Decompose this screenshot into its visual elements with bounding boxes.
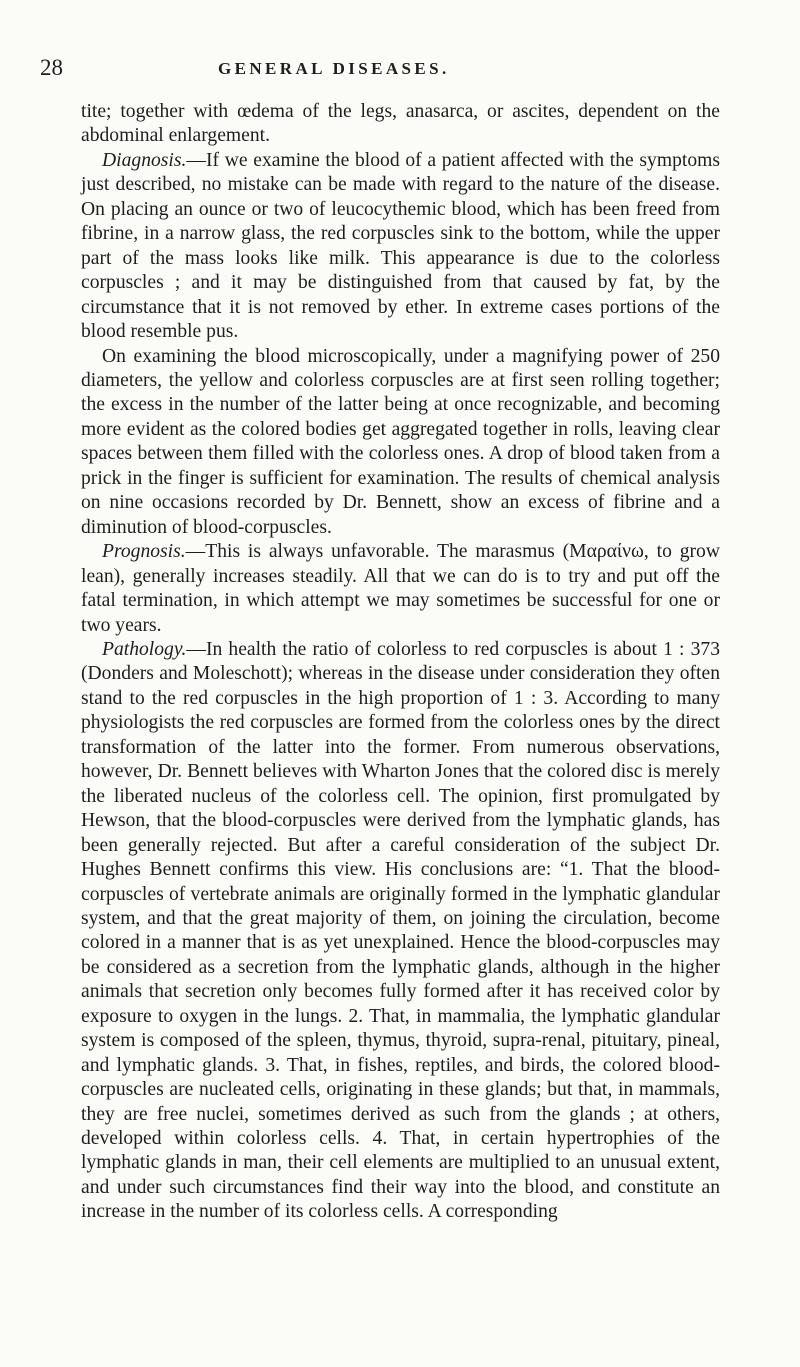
section-heading: Diagnosis. bbox=[102, 149, 187, 171]
paragraph-continuation bbox=[81, 100, 720, 149]
paragraph-text: —This is always unfavorable. The marasmus (Μαραίνω, to grow lean), generally increases steadily. All that we can do is to try and put off the fatal termination, in which attempt we may sometimes be successful for one or two years. bbox=[81, 541, 720, 636]
paragraph-text: tite; together with œdema of the legs, anasarca, or ascites, dependent on the abdominal enlargement. bbox=[81, 101, 720, 147]
section-heading: Pathology. bbox=[102, 638, 187, 660]
running-head: GENERAL DISEASES. bbox=[218, 59, 450, 78]
body-text bbox=[81, 100, 720, 1225]
page-number: 28 bbox=[40, 55, 63, 80]
page-header bbox=[40, 53, 730, 87]
paragraph-microscopy bbox=[81, 345, 720, 541]
paragraph-pathology bbox=[81, 638, 720, 1225]
paragraph-diagnosis bbox=[81, 149, 720, 345]
section-heading: Prognosis. bbox=[102, 541, 186, 563]
paragraph-text: On examining the blood microscopically, under a magnifying power of 250 diameters, the yellow and colorless corpuscles are at first seen rolling together; the excess in the number of the latter being at once recognizable, and becoming more evident as the colored bodies get aggregated together in rolls, leaving clear spaces between them filled with the colorless ones. A drop of blood taken from a prick in the finger is sufficient for examination. The results of chemical analysis on nine occasions recorded by Dr. Bennett, show an excess of fibrine and a diminution of blood-corpuscles. bbox=[81, 345, 720, 538]
paragraph-text: —In health the ratio of colorless to red corpuscles is about 1 : 373 (Donders and Moleschott); whereas in the disease under consideration they often stand to the red corpuscles in the high proportion of 1 : 3. According to many physiologists the red corpuscles are formed from the colorless ones by the direct transformation of the latter into the former. From numerous observations, however, Dr. Bennett believes with Wharton Jones that the colored disc is merely the liberated nucleus of the colorless cell. The opinion, first promulgated by Hewson, that the blood-corpuscles were derived from the lymphatic glands, has been generally rejected. But after a careful consideration of the subject Dr. Hughes Bennett confirms this view. His conclusions are: “1. That the blood-corpuscles of vertebrate animals are originally formed in the lymphatic glandular system, and that the great majority of them, on joining the circulation, become colored in a manner that is as yet unexplained. Hence the blood-corpuscles may be considered as a secretion from the lymphatic glands, although in the higher animals that secretion only becomes fully formed after it has received color by exposure to oxygen in the lungs. 2. That, in mammalia, the lymphatic glandular system is composed of the spleen, thymus, thyroid, supra-renal, pituitary, pineal, and lymphatic glands. 3. That, in fishes, reptiles, and birds, the colored blood-corpuscles are nucleated cells, originating in these glands; but that, in mammals, they are free nuclei, sometimes derived as such from the glands ; at others, developed within colorless cells. 4. That, in certain hypertrophies of the lymphatic glands in man, their cell elements are multiplied to an unusual extent, and under such circumstances find their way into the blood, and constitute an increase in the number of its colorless cells. A corresponding bbox=[81, 638, 720, 1223]
paragraph-prognosis bbox=[81, 540, 720, 638]
paragraph-text: —If we examine the blood of a patient affected with the symptoms just described, no mistake can be made with regard to the nature of the disease. On placing an ounce or two of leucocythemic blood, which has been freed from fibrine, in a narrow glass, the red corpuscles sink to the bottom, while the upper part of the mass looks like milk. This appearance is due to the colorless corpuscles ; and it may be distinguished from that caused by fat, by the circumstance that it is not removed by ether. In extreme cases portions of the blood resemble pus. bbox=[81, 149, 720, 343]
